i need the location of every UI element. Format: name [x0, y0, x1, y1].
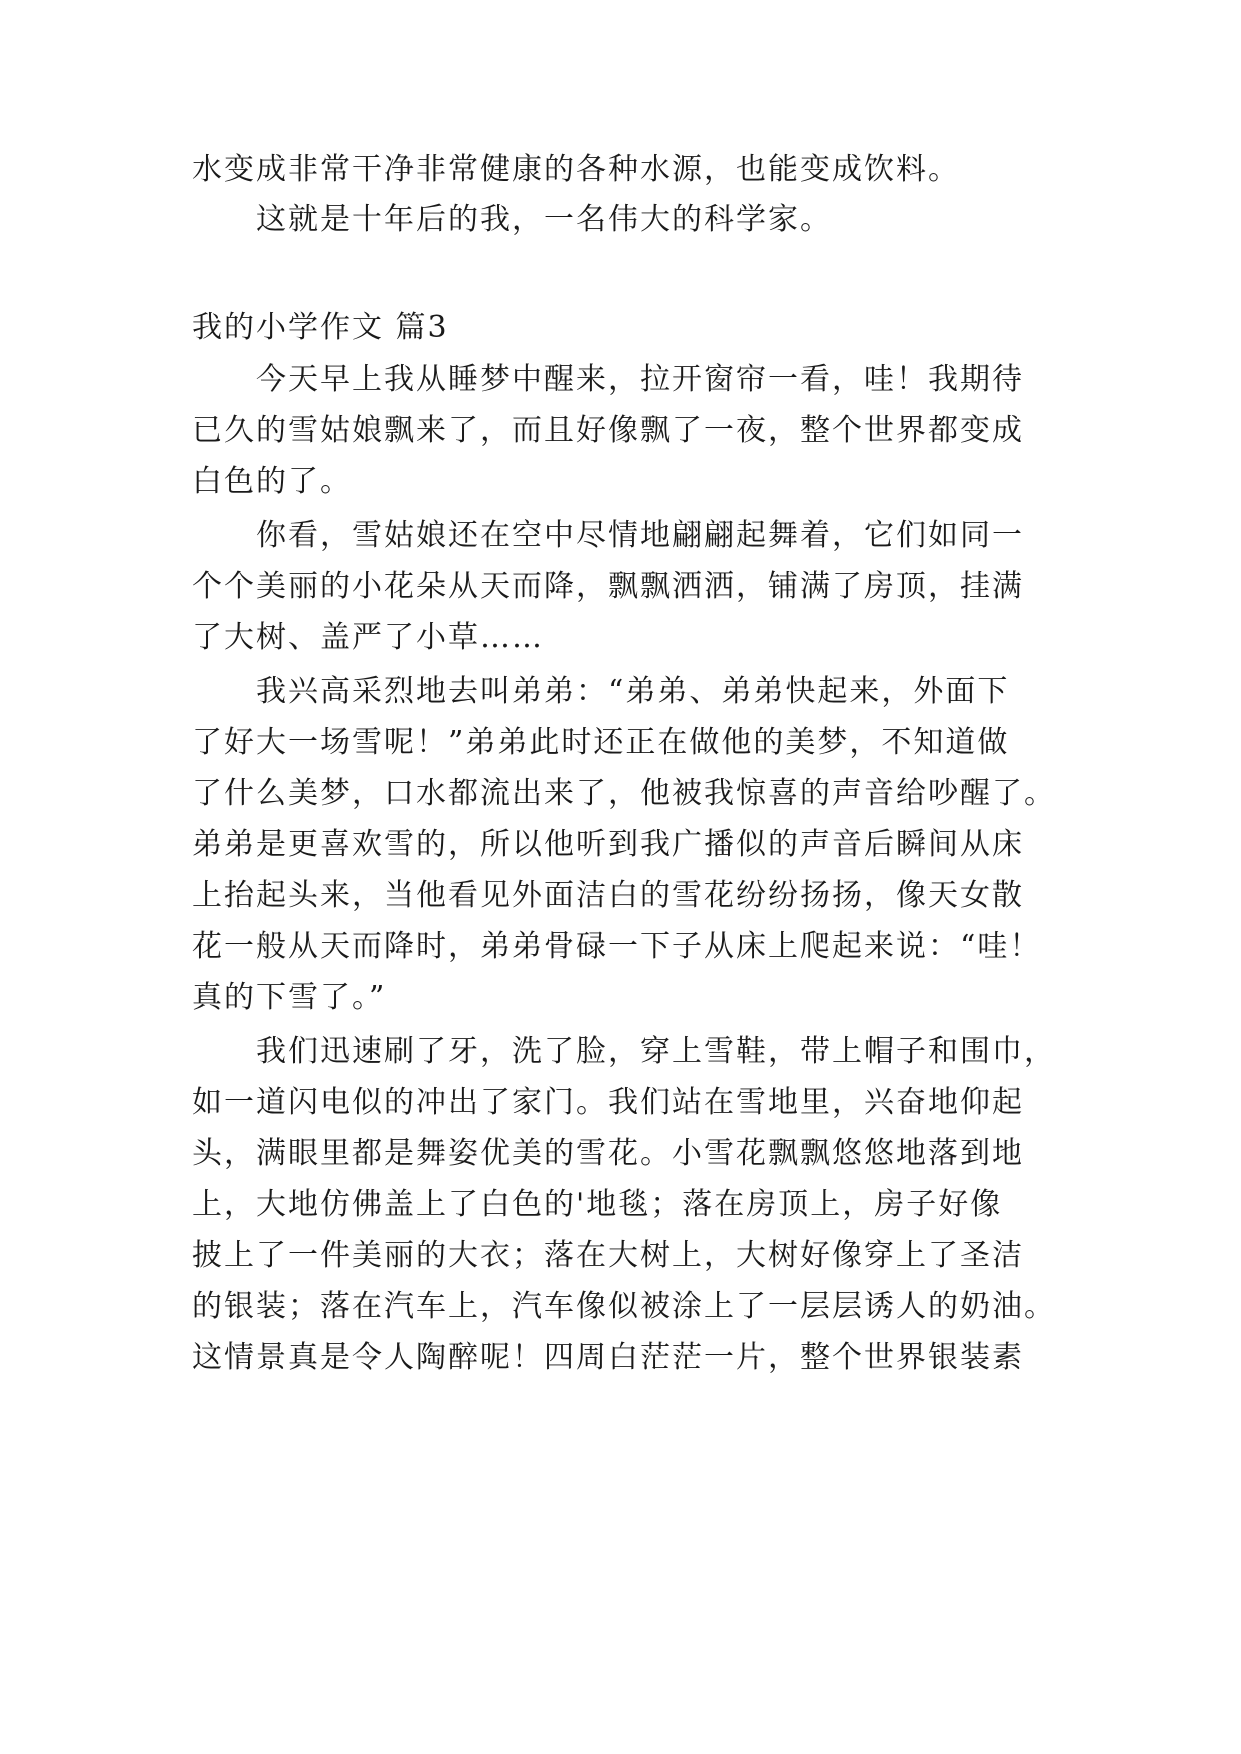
paragraph-line: 头，满眼里都是舞姿优美的雪花。小雪花飘飘悠悠地落到地 [192, 1136, 1024, 1171]
paragraph-line: 真的下雪了。” [192, 980, 387, 1015]
paragraph-line: 了什么美梦，口水都流出来了，他被我惊喜的声音给吵醒了。 [192, 776, 1056, 811]
paragraph-line: 白色的了。 [192, 464, 352, 499]
paragraph-line: 你看，雪姑娘还在空中尽情地翩翩起舞着，它们如同一 [256, 518, 1024, 553]
section-heading: 我的小学作文 篇3 [192, 310, 449, 345]
paragraph-line: 我兴高采烈地去叫弟弟：“弟弟、弟弟快起来，外面下 [256, 674, 1010, 709]
paragraph-line: 了好大一场雪呢！”弟弟此时还正在做他的美梦，不知道做 [192, 725, 1010, 760]
paragraph-line: 这情景真是令人陶醉呢！四周白茫茫一片，整个世界银装素 [192, 1340, 1024, 1375]
paragraph-line: 个个美丽的小花朵从天而降，飘飘洒洒，铺满了房顶，挂满 [192, 569, 1024, 604]
paragraph-line: 的银装；落在汽车上，汽车像似被涂上了一层层诱人的奶油。 [192, 1289, 1056, 1324]
paragraph-line: 已久的雪姑娘飘来了，而且好像飘了一夜，整个世界都变成 [192, 413, 1024, 448]
paragraph-line: 这就是十年后的我，一名伟大的科学家。 [256, 202, 832, 237]
paragraph-line: 花一般从天而降时，弟弟骨碌一下子从床上爬起来说：“哇！ [192, 929, 1042, 964]
paragraph-line: 我们迅速刷了牙，洗了脸，穿上雪鞋，带上帽子和围巾， [256, 1034, 1056, 1069]
paragraph-line: 水变成非常干净非常健康的各种水源，也能变成饮料。 [192, 152, 960, 187]
paragraph-line: 披上了一件美丽的大衣；落在大树上，大树好像穿上了圣洁 [192, 1238, 1024, 1273]
paragraph-line: 了大树、盖严了小草…… [192, 620, 544, 655]
paragraph-line: 今天早上我从睡梦中醒来，拉开窗帘一看，哇！我期待 [256, 362, 1024, 397]
paragraph-line: 上抬起头来，当他看见外面洁白的雪花纷纷扬扬，像天女散 [192, 878, 1024, 913]
paragraph-line: 如一道闪电似的冲出了家门。我们站在雪地里，兴奋地仰起 [192, 1085, 1024, 1120]
paragraph-line: 上，大地仿佛盖上了白色的'地毯；落在房顶上，房子好像 [192, 1187, 1003, 1222]
paragraph-line: 弟弟是更喜欢雪的，所以他听到我广播似的声音后瞬间从床 [192, 827, 1024, 862]
